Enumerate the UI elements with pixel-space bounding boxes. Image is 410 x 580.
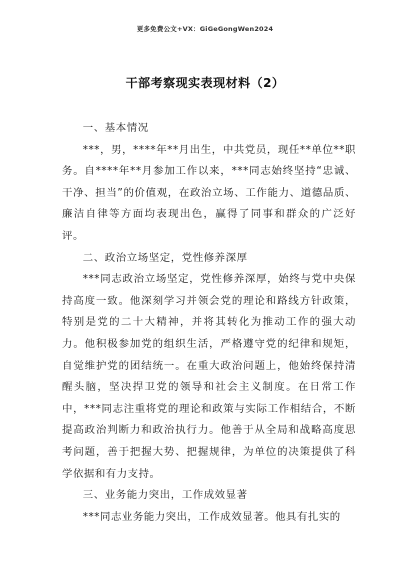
section-heading-work-ability: 三、业务能力突出，工作成效显著 — [82, 489, 248, 502]
header-note: 更多免费公文+VX：GiGeGongWen2024 — [136, 25, 274, 33]
section-paragraph: ***同志业务能力突出，工作成效显著。他具有扎实的 — [82, 510, 341, 523]
document-body — [62, 118, 356, 528]
document-title: 干部考察现实表现材料（2） — [125, 76, 285, 90]
section-heading-political-stance: 二、政治立场坚定，党性修养深厚 — [82, 251, 248, 264]
section-paragraph: ***同志政治立场坚定，党性修养深厚，始终与党中央保持高度一致。他深刻学习并领会党的理论和路线方针政策，特别是党的二十大精神，并将其转化为推动工作的强大动力。他积极参加党的组织生活，严格遵守党的纪律和规矩，自觉维护党的团结统一。在重大政治问题上，他始终保持清醒头脑，坚决捍卫党的领导和社会主义制度。在日常工作中，***同志注重将党的理论和政策与实际工作相结合，不断提高政治判断力和政治执行力。他善于从全局和战略高度思考问题，善于把握大势、把握规律，为单位的决策提供了科学依据和有力支持。 — [62, 273, 356, 480]
section-paragraph: ***，男，****年**月出生，中共党员，现任**单位**职务。自****年**月参加工作以来，***同志始终坚持“忠诚、干净、担当”的价值观，在政治立场、工作能力、道德品质、廉洁自律等方面均表现出色，赢得了同事和群众的广泛好评。 — [62, 143, 356, 242]
section-heading-basic-info: 一、基本情况 — [82, 122, 149, 134]
